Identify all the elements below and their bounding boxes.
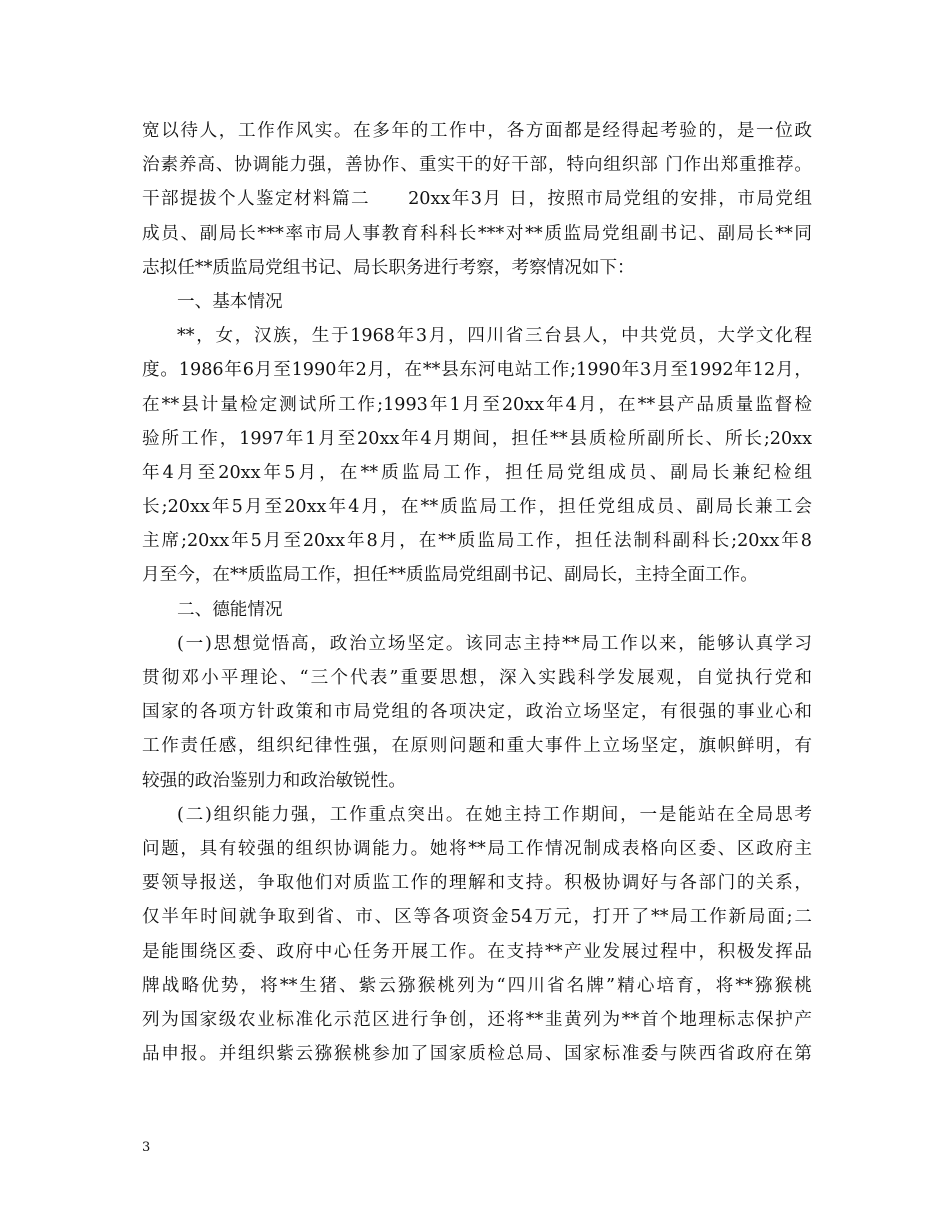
- text-line: 志拟任**质监局党组书记、局长职务进行考察，考察情况如下：: [142, 257, 635, 278]
- text-line: 宽以待人，工作作风实。在多年的工作中，各方面都是经得起考验的，是一位政: [142, 121, 812, 141]
- text-line: 工作责任感，组织纪律性强，在原则问题和重大事件上立场坚定，旗帜鲜明，有: [142, 736, 812, 757]
- text-line: 主席;20xx年5月至20xx年8月，在**质监局工作，担任法制科副科长;20xx年8: [142, 531, 812, 552]
- text-line: 是能围绕区委、政府中心任务开展工作。在支持**产业发展过程中，积极发挥品: [142, 941, 812, 962]
- text-line: 在**县计量检定测试所工作;1993年1月至20xx年4月，在**县产品质量监督检: [142, 394, 812, 415]
- page-number: 3: [142, 1140, 151, 1155]
- document-body: [142, 114, 812, 1071]
- text-line: 验所工作，1997年1月至20xx年4月期间，担任**县质检所副所长、所长;20xx: [142, 428, 812, 449]
- text-line: 成员、副局长***率市局人事教育科科长***对**质监局党组副书记、副局长**同: [142, 223, 812, 244]
- text-line: 月至今，在**质监局工作，担任**质监局党组副书记、副局长，主持全面工作。: [142, 565, 758, 586]
- text-line: 列为国家级农业标准化示范区进行争创，还将**韭黄列为**首个地理标志保护产: [142, 1009, 812, 1030]
- text-line: 贯彻邓小平理论、“三个代表”重要思想，深入实践科学发展观，自觉执行党和: [142, 668, 812, 688]
- text-line: 治素养高、协调能力强，善协作、重实干的好干部，特向组织部 门作出郑重推荐。: [142, 155, 812, 176]
- text-line: 度。1986年6月至1990年2月，在**县东河电站工作;1990年3月至1992年12月，: [142, 360, 812, 381]
- text-line: 品申报。并组织紫云猕猴桃参加了国家质检总局、国家标准委与陕西省政府在第: [142, 1044, 812, 1065]
- text-line: **，女，汉族，生于1968年3月，四川省三台县人，中共党员，大学文化程: [177, 326, 812, 347]
- text-line: 干部提拔个人鉴定材料篇二 20xx年3月 日，按照市局党组的安排，市局党组: [142, 189, 812, 210]
- text-line: 仅半年时间就争取到省、市、区等各项资金54万元，打开了**局工作新局面;二: [142, 907, 812, 928]
- text-line: (一)思想觉悟高，政治立场坚定。该同志主持**局工作以来，能够认真学习: [177, 633, 812, 654]
- text-line: 较强的政治鉴别力和政治敏锐性。: [142, 770, 406, 791]
- text-line: 长;20xx年5月至20xx年4月，在**质监局工作，担任党组成员、副局长兼工会: [142, 497, 812, 518]
- section-heading: 二、德能情况: [177, 599, 283, 620]
- text-line: 国家的各项方针政策和市局党组的各项决定，政治立场坚定，有很强的事业心和: [142, 702, 812, 723]
- text-line: 牌战略优势，将**生猪、紫云猕猴桃列为“四川省名牌”精心培育，将**猕猴桃: [142, 975, 812, 996]
- text-line: 问题，具有较强的组织协调能力。她将**局工作情况制成表格向区委、区政府主: [142, 838, 812, 859]
- text-line: (二)组织能力强，工作重点突出。在她主持工作期间，一是能站在全局思考: [177, 804, 812, 825]
- section-heading: 一、基本情况: [177, 291, 283, 312]
- text-line: 要领导报送，争取他们对质监工作的理解和支持。积极协调好与各部门的关系，: [142, 873, 812, 894]
- text-line: 年4月至20xx年5月，在**质监局工作，担任局党组成员、副局长兼纪检组: [142, 462, 812, 483]
